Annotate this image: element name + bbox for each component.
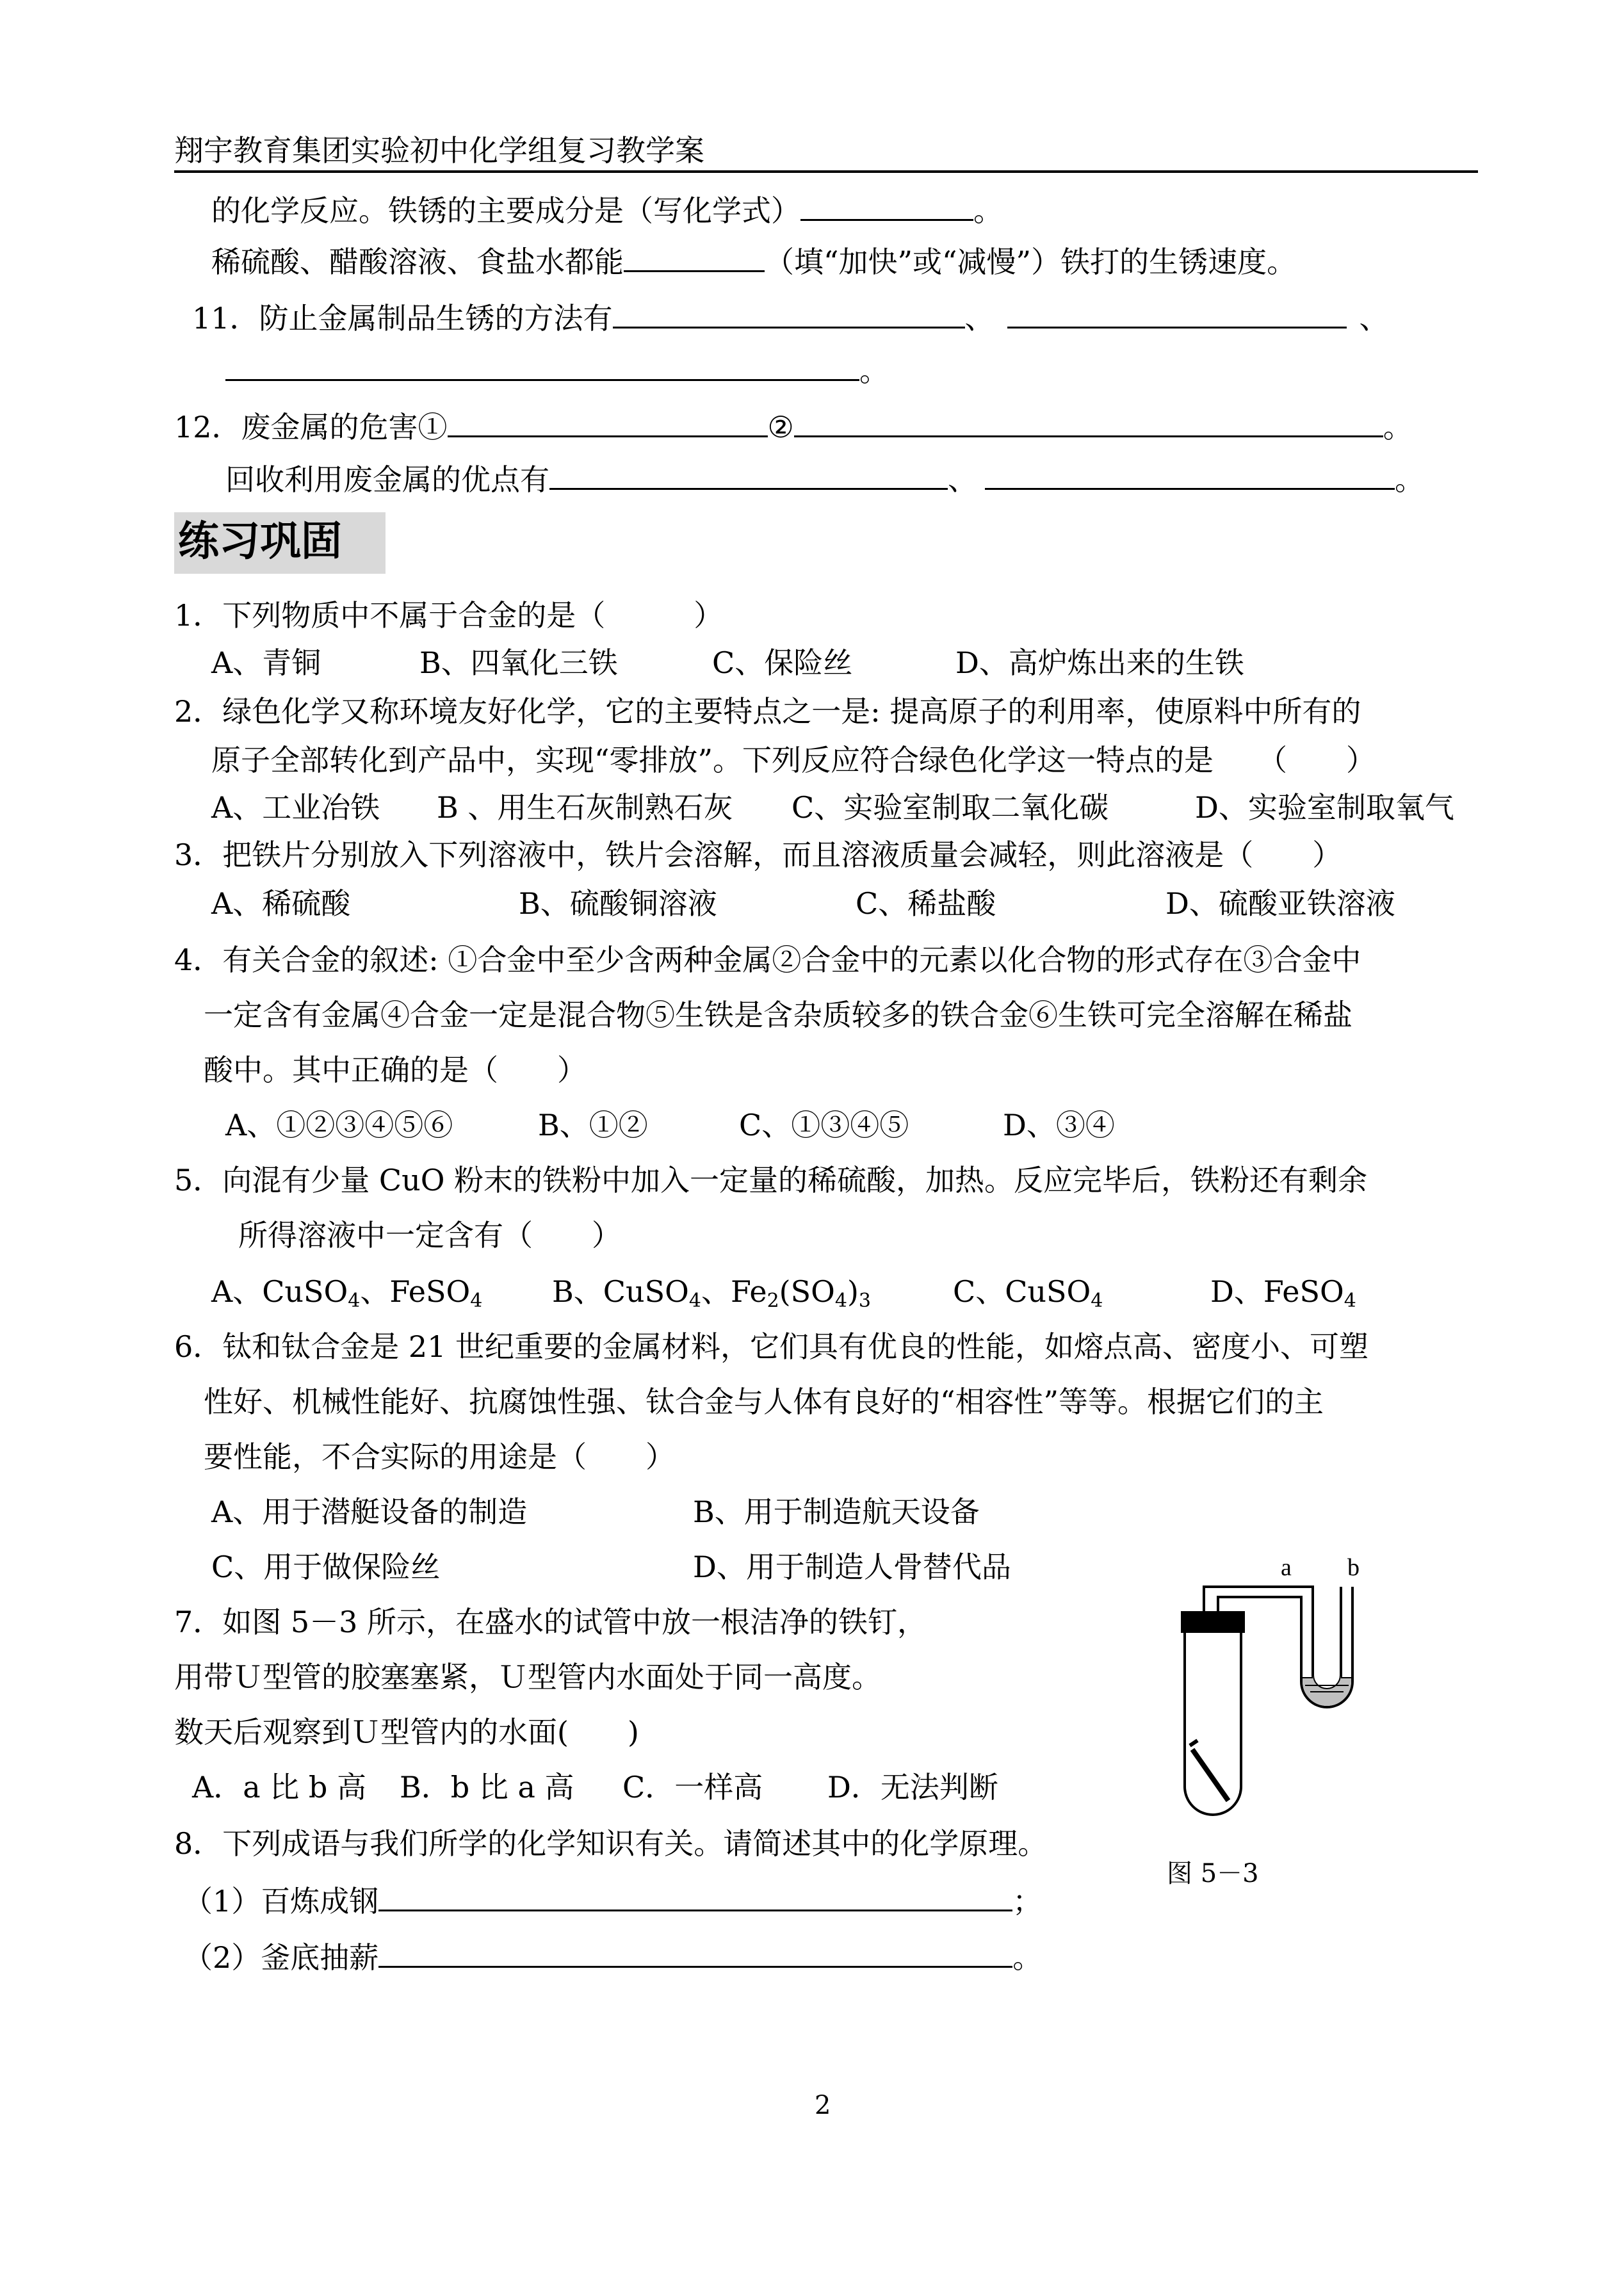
page-header: 翔宇教育集团实验初中化学组复习教学案 [174, 133, 704, 168]
question-7-option-b[interactable]: B．b 比 a 高 [400, 1770, 574, 1804]
question-12: 12．废金属的危害① ② 。 [174, 410, 1413, 444]
question-7-line-2: 用带Ｕ型管的胶塞塞紧，Ｕ型管内水面处于同一高度。 [174, 1660, 881, 1694]
question-2-option-d[interactable]: D、实验室制取氧气 [1195, 790, 1454, 825]
answer-blank[interactable] [624, 245, 765, 272]
answer-blank[interactable] [794, 410, 1383, 437]
top-line-2: 稀硫酸、醋酸溶液、食盐水都能 （填“加快”或“减慢”）铁打的生锈速度。 [211, 245, 1297, 279]
question-4-option-b[interactable]: B、①② [538, 1108, 648, 1142]
tube-label-a: a [1281, 1554, 1292, 1581]
tube-label-b: b [1347, 1554, 1360, 1581]
answer-blank[interactable] [985, 462, 1395, 490]
question-3-stem: 3．把铁片分别放入下列溶液中，铁片会溶解，而且溶液质量会减轻，则此溶液是（ ） [174, 838, 1342, 872]
test-tube [1185, 1620, 1241, 1815]
answer-blank[interactable] [378, 1940, 1012, 1968]
question-2-option-c[interactable]: C、实验室制取二氧化碳 [792, 790, 1109, 825]
question-2-line-1: 2．绿色化学又称环境友好化学，它的主要特点之一是: 提高原子的利用率，使原料中所有的 [174, 694, 1361, 729]
question-6-line-3: 要性能，不合实际的用途是（ ） [204, 1439, 675, 1474]
question-2-option-b[interactable]: B 、用生石灰制熟石灰 [437, 790, 733, 825]
iron-nail [1192, 1749, 1228, 1801]
header-rule [174, 170, 1478, 173]
question-3-option-c[interactable]: C、稀盐酸 [856, 886, 996, 921]
rubber-stopper [1181, 1611, 1245, 1633]
question-4-line-2: 一定含有金属④合金一定是混合物⑤生铁是含杂质较多的铁合金⑥生铁可完全溶解在稀盐 [204, 998, 1352, 1032]
question-2-option-a[interactable]: A、工业冶铁 [211, 790, 380, 825]
question-11: 11．防止金属制品生锈的方法有 、 、 [192, 301, 1389, 336]
question-4-option-a[interactable]: A、①②③④⑤⑥ [225, 1108, 453, 1142]
question-8-item-1: （1）百炼成钢 ； [183, 1884, 1043, 1918]
question-2-line-2: 原子全部转化到产品中，实现“零排放”。下列反应符合绿色化学这一特点的是 （ ） [211, 743, 1376, 777]
page-number: 2 [815, 2091, 831, 2120]
question-1-option-b[interactable]: B、四氧化三铁 [419, 645, 618, 680]
question-7-option-c[interactable]: C．一样高 [622, 1770, 763, 1804]
question-6-line-1: 6．钛和钛合金是 21 世纪重要的金属材料，它们具有优良的性能，如熔点高、密度小、可塑 [174, 1329, 1369, 1364]
answer-blank[interactable] [378, 1884, 1012, 1911]
question-5-option-a[interactable]: A、CuSO$_4$、FeSO$_4$ [211, 1274, 483, 1312]
answer-blank[interactable] [613, 301, 965, 328]
question-6-option-d[interactable]: D、用于制造人骨替代品 [693, 1550, 1011, 1584]
question-5-option-d[interactable]: D、FeSO$_4$ [1210, 1274, 1356, 1312]
question-7-option-d[interactable]: D．无法判断 [827, 1770, 998, 1804]
question-6-option-b[interactable]: B、用于制造航天设备 [693, 1495, 980, 1529]
section-title: 练习巩固 [178, 518, 342, 565]
question-1-option-c[interactable]: C、保险丝 [712, 645, 853, 680]
answer-blank[interactable] [1007, 301, 1347, 328]
top-line-1: 的化学反应。铁锈的主要成分是（写化学式） 。 [211, 193, 1003, 228]
question-1-option-d[interactable]: D、高炉炼出来的生铁 [955, 645, 1244, 680]
question-7-option-a[interactable]: A．a 比 b 高 [192, 1770, 366, 1804]
answer-blank[interactable] [448, 410, 768, 437]
answer-blank[interactable] [800, 193, 973, 221]
question-4-option-d[interactable]: D、③④ [1003, 1108, 1115, 1142]
question-3-option-a[interactable]: A、稀硫酸 [211, 886, 351, 921]
figure-5-3-diagram [1159, 1550, 1390, 1825]
question-11-line-2: 。 [225, 353, 889, 385]
question-5-option-b[interactable]: B、CuSO$_4$、$Fe_2(SO_4)_3$ [552, 1274, 871, 1312]
question-7-line-1: 7．如图 5－3 所示，在盛水的试管中放一根洁净的铁钉， [174, 1605, 927, 1639]
question-5-line-1: 5．向混有少量 CuO 粉末的铁粉中加入一定量的稀硫酸，加热。反应完毕后，铁粉还有剩余 [174, 1163, 1368, 1197]
question-1-option-a[interactable]: A、青铜 [211, 645, 321, 680]
question-7-line-3: 数天后观察到Ｕ型管内的水面( ) [174, 1715, 639, 1749]
question-6-option-c[interactable]: C、用于做保险丝 [211, 1550, 441, 1584]
question-5-line-2: 所得溶液中一定含有（ ） [238, 1218, 621, 1253]
question-4-line-3: 酸中。其中正确的是（ ） [204, 1053, 587, 1087]
question-8-item-2: （2）釜底抽薪 。 [183, 1940, 1043, 1975]
question-4-line-1: 4．有关合金的叙述: ①合金中至少含两种金属②合金中的元素以化合物的形式存在③合金中 [174, 943, 1361, 977]
figure-caption: 图 5－3 [1167, 1859, 1259, 1888]
question-5-option-c[interactable]: C、CuSO$_4$ [953, 1274, 1103, 1312]
question-4-option-c[interactable]: C、①③④⑤ [739, 1108, 909, 1142]
question-1-stem: 1．下列物质中不属于合金的是（ ） [174, 598, 724, 633]
answer-blank[interactable] [225, 353, 859, 381]
question-3-option-d[interactable]: D、硫酸亚铁溶液 [1165, 886, 1395, 921]
question-6-option-a[interactable]: A、用于潜艇设备的制造 [211, 1495, 528, 1529]
question-12-line-2: 回收利用废金属的优点有 、 。 [225, 462, 1424, 497]
question-6-line-2: 性好、机械性能好、抗腐蚀性强、钛合金与人体有良好的“相容性”等等。根据它们的主 [204, 1384, 1324, 1419]
question-8-stem: 8．下列成语与我们所学的化学知识有关。请简述其中的化学原理。 [174, 1826, 1048, 1861]
answer-blank[interactable] [549, 462, 948, 490]
question-3-option-b[interactable]: B、硫酸铜溶液 [519, 886, 717, 921]
